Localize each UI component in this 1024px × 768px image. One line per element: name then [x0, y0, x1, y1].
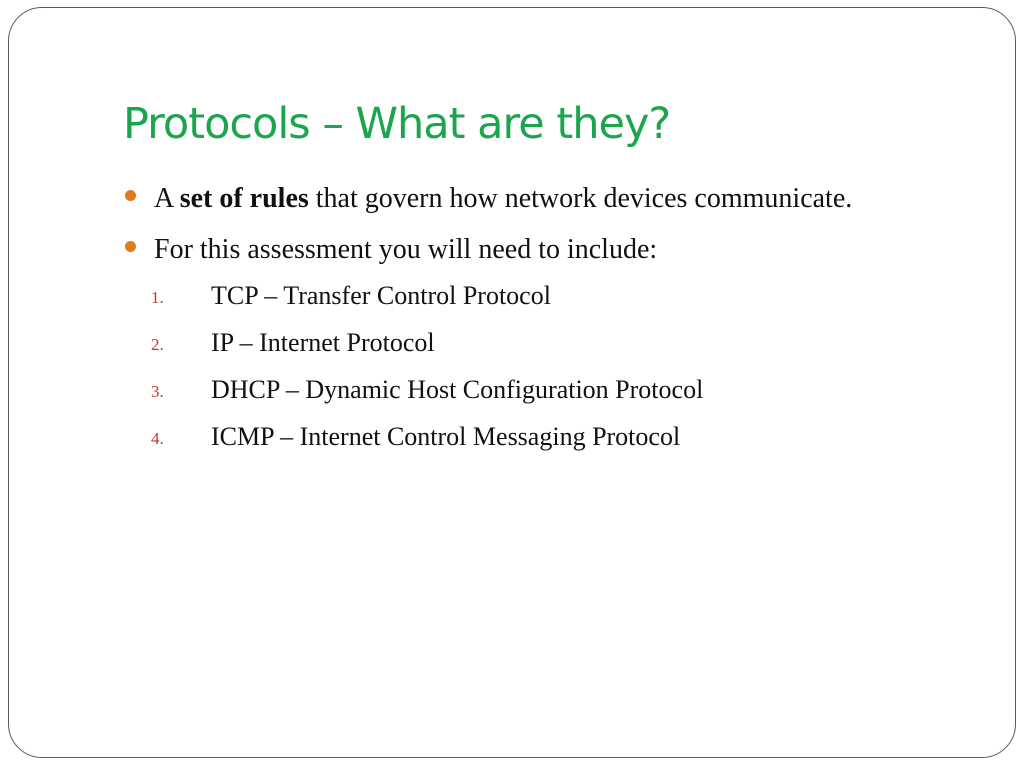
item-text: ICMP – Internet Control Messaging Protocol — [211, 422, 681, 451]
bullet-dot-icon — [125, 241, 136, 252]
item-number: 4. — [151, 429, 164, 448]
item-text: IP – Internet Protocol — [211, 328, 435, 357]
bullet-prefix: A — [154, 183, 180, 214]
bullet-text: For this assessment you will need to include: — [154, 234, 658, 265]
item-number: 2. — [151, 335, 164, 354]
item-number: 1. — [151, 288, 164, 307]
bullet-item — [123, 227, 883, 272]
numbered-item — [123, 413, 883, 460]
numbered-item — [123, 319, 883, 366]
bullet-bold-text: set of rules — [179, 183, 309, 214]
slide-content — [123, 176, 883, 460]
item-text: TCP – Transfer Control Protocol — [211, 281, 551, 310]
numbered-item — [123, 366, 883, 413]
slide — [8, 7, 1016, 758]
bullet-item — [123, 176, 883, 221]
item-text: DHCP – Dynamic Host Configuration Protocol — [211, 375, 704, 404]
bullet-dot-icon — [125, 190, 136, 201]
numbered-list — [123, 272, 883, 460]
slide-title: Protocols – What are they? — [123, 99, 671, 149]
numbered-item — [123, 272, 883, 319]
bullet-suffix: that govern how network devices communicate. — [308, 183, 853, 214]
item-number: 3. — [151, 382, 164, 401]
